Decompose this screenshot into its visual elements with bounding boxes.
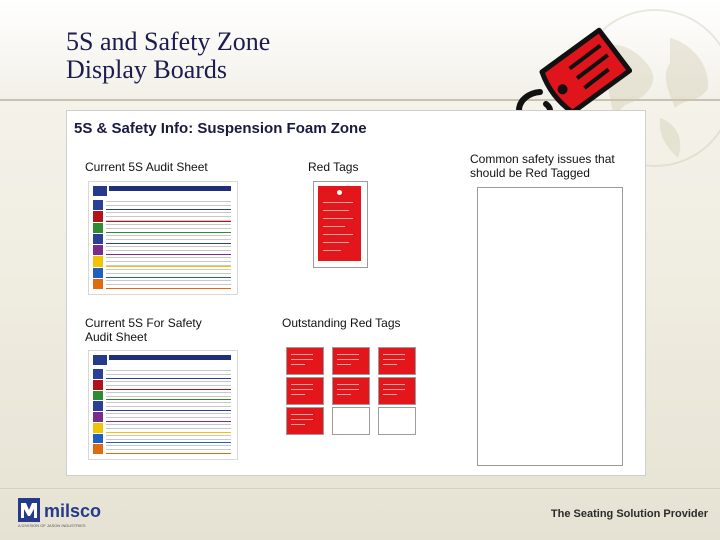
red-tag-image xyxy=(318,186,361,261)
sheet-row-text xyxy=(106,435,231,443)
sheet-row-separator xyxy=(106,399,231,400)
sheet-row-text xyxy=(106,381,231,389)
sheet-row-separator xyxy=(106,389,231,390)
sheet-row-text xyxy=(106,392,231,400)
sheet-row-separator xyxy=(106,221,231,222)
sheet-row-text xyxy=(106,424,231,432)
board-title: 5S & Safety Info: Suspension Foam Zone xyxy=(74,120,367,137)
sheet-row xyxy=(93,256,231,266)
sheet-header xyxy=(109,355,231,360)
sheet-row-separator xyxy=(106,453,231,454)
sheet-row-color-band xyxy=(93,211,103,221)
sheet-row xyxy=(93,245,231,255)
empty-tag-slot xyxy=(378,407,416,435)
sheet-logo xyxy=(93,186,107,196)
sheet-logo xyxy=(93,355,107,365)
sheet-row-separator xyxy=(106,421,231,422)
sheet-row-color-band xyxy=(93,256,103,266)
sheet-row-text xyxy=(106,413,231,421)
company-subtitle: A DIVISION OF JASON INDUSTRIES xyxy=(18,523,86,528)
slide-title-line-1: 5S and Safety Zone xyxy=(66,27,271,56)
sheet-row xyxy=(93,369,231,379)
outstanding-red-tag xyxy=(286,407,324,435)
sheet-row xyxy=(93,401,231,411)
sheet-row xyxy=(93,412,231,422)
sheet-row-color-band xyxy=(93,412,103,422)
sheet-row-text xyxy=(106,235,231,243)
sheet-row-text xyxy=(106,257,231,265)
audit-sheet-image xyxy=(88,181,238,295)
sheet-row-text xyxy=(106,201,231,209)
sheet-row-color-band xyxy=(93,434,103,444)
milsco-logo-icon xyxy=(18,498,108,528)
sheet-row-separator xyxy=(106,432,231,433)
sheet-row-color-band xyxy=(93,268,103,278)
sheet-row-separator xyxy=(106,442,231,443)
safety-audit-label: Current 5S For Safety Audit Sheet xyxy=(85,316,202,344)
company-name: milsco xyxy=(44,501,102,521)
outstanding-red-tag xyxy=(286,377,324,405)
sheet-row-text xyxy=(106,280,231,288)
sheet-row-color-band xyxy=(93,380,103,390)
sheet-row xyxy=(93,391,231,401)
sheet-row xyxy=(93,268,231,278)
sheet-row-color-band xyxy=(93,200,103,210)
safety-audit-sheet-image xyxy=(88,350,238,460)
sheet-row xyxy=(93,279,231,289)
company-tagline: The Seating Solution Provider xyxy=(550,508,708,520)
outstanding-red-tag xyxy=(378,347,416,375)
footer-divider xyxy=(0,488,720,489)
outstanding-red-tag xyxy=(332,377,370,405)
tag-hole xyxy=(337,190,342,195)
sheet-row-separator xyxy=(106,410,231,411)
slide-title-line-2: Display Boards xyxy=(66,55,228,84)
sheet-row-text xyxy=(106,370,231,378)
safety-issues-label: Common safety issues that should be Red Tagged xyxy=(470,152,615,180)
red-tag-logo-icon xyxy=(506,22,632,124)
sheet-row-text xyxy=(106,246,231,254)
current-5s-audit-label: Current 5S Audit Sheet xyxy=(85,160,208,174)
sheet-row xyxy=(93,434,231,444)
sheet-row-separator xyxy=(106,288,231,289)
sheet-row-color-band xyxy=(93,245,103,255)
red-tags-label: Red Tags xyxy=(308,160,359,174)
sheet-row-separator xyxy=(106,378,231,379)
sheet-row-separator xyxy=(106,254,231,255)
outstanding-red-tag xyxy=(332,347,370,375)
safety-issues-box xyxy=(477,187,623,466)
sheet-row-separator xyxy=(106,266,231,267)
sheet-row-color-band xyxy=(93,279,103,289)
sheet-header xyxy=(109,186,231,191)
sheet-row-separator xyxy=(106,277,231,278)
sheet-row xyxy=(93,211,231,221)
empty-tag-slot xyxy=(332,407,370,435)
sheet-row xyxy=(93,200,231,210)
slide-title xyxy=(66,28,270,84)
sheet-row xyxy=(93,223,231,233)
sheet-row xyxy=(93,444,231,454)
sheet-row-color-band xyxy=(93,444,103,454)
sheet-row-color-band xyxy=(93,391,103,401)
outstanding-red-tags-label: Outstanding Red Tags xyxy=(282,316,401,330)
sheet-row-text xyxy=(106,224,231,232)
sheet-row xyxy=(93,423,231,433)
sheet-row-separator xyxy=(106,232,231,233)
sheet-row-color-band xyxy=(93,401,103,411)
sheet-row-color-band xyxy=(93,234,103,244)
sheet-row-text xyxy=(106,269,231,277)
sheet-row-text xyxy=(106,445,231,453)
sheet-row-color-band xyxy=(93,423,103,433)
outstanding-red-tag xyxy=(286,347,324,375)
sheet-row xyxy=(93,380,231,390)
sheet-row xyxy=(93,234,231,244)
sheet-row-separator xyxy=(106,209,231,210)
sheet-row-text xyxy=(106,402,231,410)
sheet-row-separator xyxy=(106,243,231,244)
outstanding-red-tag xyxy=(378,377,416,405)
sheet-row-text xyxy=(106,212,231,220)
sheet-row-color-band xyxy=(93,369,103,379)
sheet-row-color-band xyxy=(93,223,103,233)
